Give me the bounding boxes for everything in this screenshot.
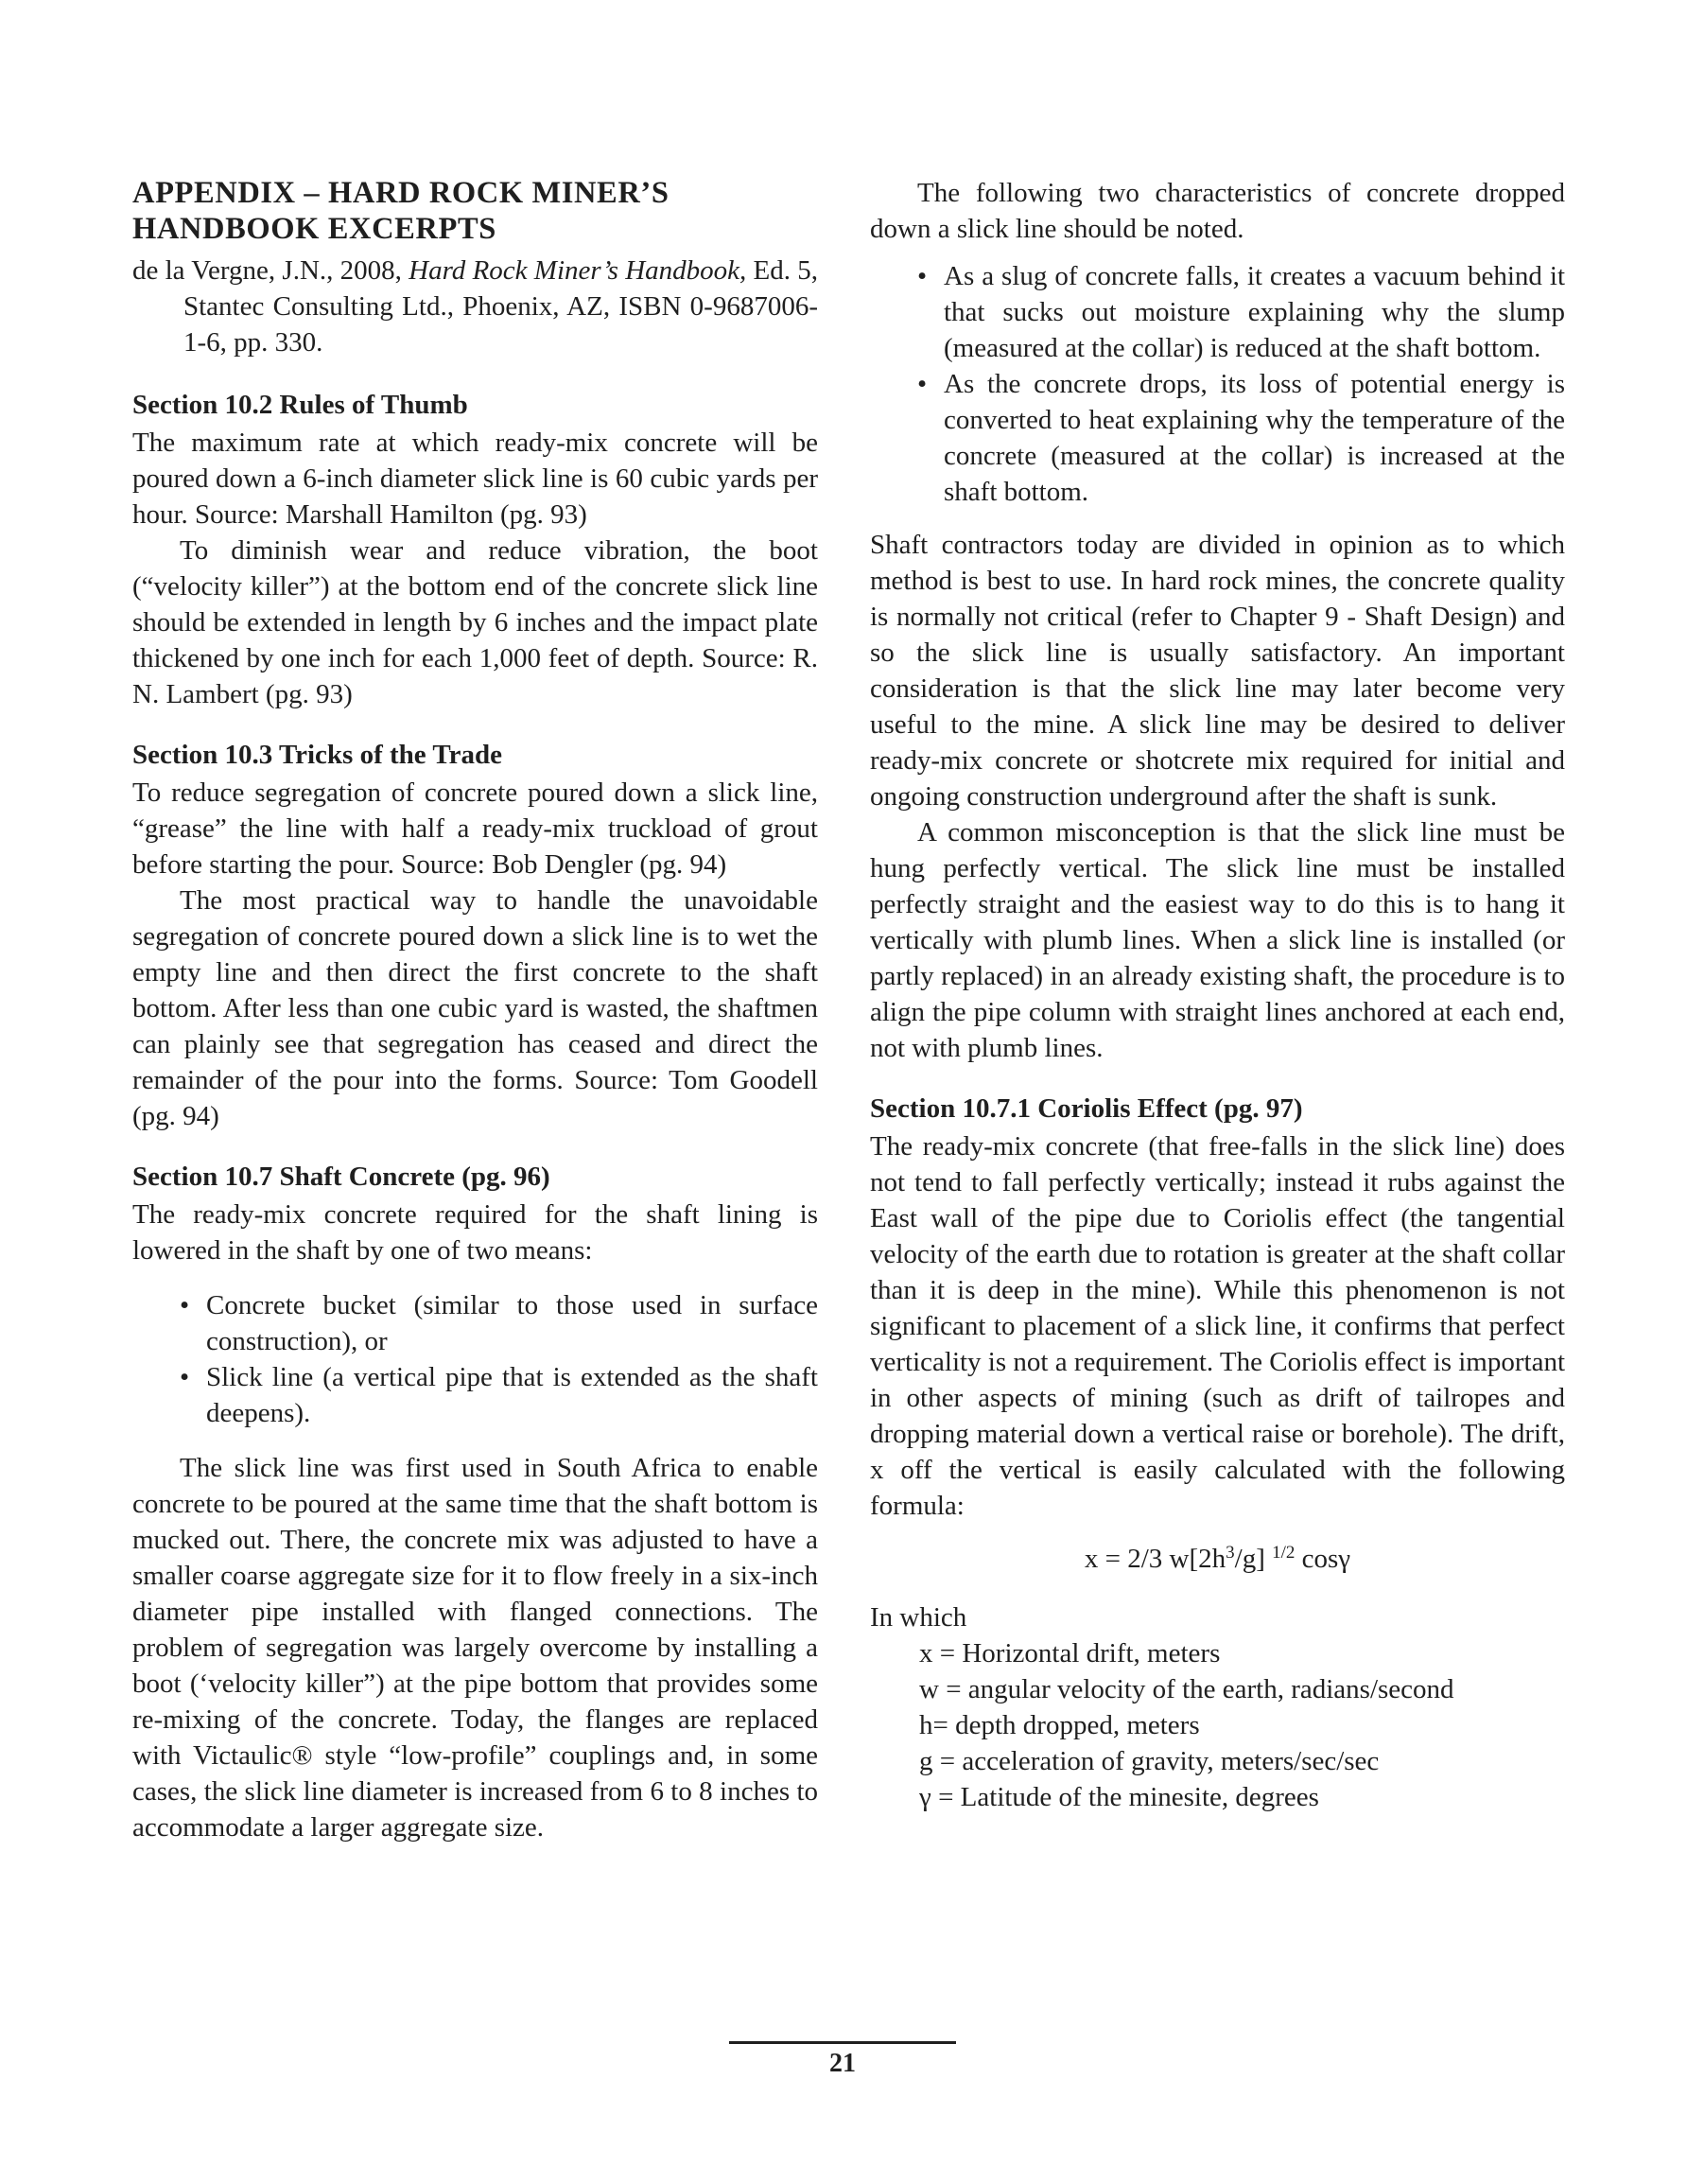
reference-book-title: Hard Rock Miner’s Handbook, [409, 255, 747, 286]
section-10-3-paragraph-2: The most practical way to handle the unavoidable segregation of concrete poured down a slick line is to wet the empty line and then direct the first concrete to the shaft bottom. After less than one cubic yard is wasted, the shaftmen can plainly see that segregation has ceased and direct the remainder of the pour into the forms. Source: Tom Goodell (pg. 94) [132, 885, 818, 1131]
bullet-icon: • [917, 261, 928, 291]
variable-definition: h= depth dropped, meters [919, 1710, 1200, 1740]
coriolis-paragraph: The ready-mix concrete (that free-falls in the slick line) does not tend to fall perfectly vertically; instead it rubs against the East wall of the pipe due to Coriolis effect (the tangential velocity of the earth due to rotation is greater at the shaft collar than it is deep in the mine). While this phenomenon is not significant to placement of a slick line, it confirms that perfect verticality is not a requirement. The Coriolis effect is important in other aspects of mining (such as drift of tailropes and dropping material down a vertical raise or borehole). The drift, x off the vertical is easily calculated with the following formula: [870, 1131, 1566, 1521]
right-column [870, 175, 1565, 1815]
page-number: 21 [829, 2049, 856, 2078]
misconception-paragraph: A common misconception is that the slick line must be hung perfectly vertical. The slick line must be installed perfectly straight and the easiest way to do this is to hang it vertically with plumb lines. When a slick line is installed (or partly replaced) in an already existing shaft, the procedure is to align the pipe column with straight lines anchored at each end, not with plumb lines. [870, 817, 1565, 1063]
left-column [132, 175, 818, 1845]
bullet-icon: • [180, 1290, 190, 1320]
variable-definition: x = Horizontal drift, meters [919, 1638, 1221, 1669]
list-item-text: Concrete bucket (similar to those used in surface construction), or [206, 1290, 818, 1356]
reference-author: de la Vergne, J.N., 2008, [132, 255, 409, 286]
list-item-text: As the concrete drops, its loss of potential energy is converted to heat explaining why the temperature of the concrete (measured at the collar) is increased at the shaft bottom. [944, 369, 1565, 507]
reference-citation [132, 253, 818, 360]
section-10-7-1-heading: Section 10.7.1 Coriolis Effect (pg. 97) [870, 1093, 1303, 1124]
section-10-7-paragraph-1: The ready-mix concrete required for the shaft lining is lowered in the shaft by one of two means: [132, 1199, 818, 1266]
list-item [870, 258, 1565, 366]
bullet-icon: • [180, 1362, 190, 1392]
drift-formula [870, 1541, 1565, 1577]
bullet-icon: • [917, 369, 928, 399]
section-10-2-paragraph-1: The maximum rate at which ready-mix concrete will be poured down a 6-inch diameter slick line is 60 cubic yards per hour. Source: Marshall Hamilton (pg. 93) [132, 428, 818, 530]
means-bullet-list [132, 1287, 818, 1431]
section-10-3-paragraph-1: To reduce segregation of concrete poured down a slick line, “grease” the line with half a ready-mix truckload of grout before starting the pour. Source: Bob Dengler (pg. 94) [132, 778, 818, 880]
variable-definition: g = acceleration of gravity, meters/sec/sec [919, 1746, 1380, 1776]
formula-part: cosγ [1295, 1544, 1351, 1574]
formula-exponent: 3 [1226, 1543, 1235, 1563]
section-10-3-heading: Section 10.3 Tricks of the Trade [132, 740, 502, 770]
variable-definition: γ = Latitude of the minesite, degrees [919, 1782, 1319, 1812]
appendix-title [132, 175, 818, 247]
section-10-7-paragraph-2: The slick line was first used in South Africa to enable concrete to be poured at the same time that the shaft bottom is mucked out. There, the concrete mix was adjusted to have a smaller coarse aggregate size for it to flow freely in a six-inch diameter pipe installed with flanged connections. The problem of segregation was largely overcome by installing a boot (‘velocity killer”) at the pipe bottom that provides some re-mixing of the concrete. Today, the flanges are replaced with Victaulic® style “low-profile” couplings and, in some cases, the slick line diameter is increased from 6 to 8 inches to accommodate a larger aggregate size. [132, 1453, 818, 1843]
list-item-text: Slick line (a vertical pipe that is extended as the shaft deepens). [206, 1362, 818, 1428]
list-item [870, 366, 1565, 510]
in-which-label: In which [870, 1602, 967, 1633]
characteristics-intro: The following two characteristics of concrete dropped down a slick line should be noted. [870, 178, 1565, 244]
section-10-2-heading: Section 10.2 Rules of Thumb [132, 390, 468, 420]
section-10-2-paragraph-2: To diminish wear and reduce vibration, the boot (“velocity killer”) at the bottom end of the concrete slick line should be extended in length by 6 inches and the impact plate thickened by one inch for each 1,000 feet of depth. Source: R. N. Lambert (pg. 93) [132, 535, 818, 709]
formula-part: /g] [1234, 1544, 1273, 1574]
formula-part: x = 2/3 w[2h [1084, 1544, 1226, 1574]
list-item [132, 1287, 818, 1359]
characteristics-bullet-list [870, 258, 1565, 510]
list-item-text: As a slug of concrete falls, it creates a vacuum behind it that sucks out moisture explaining why the slump (measured at the collar) is reduced at the shaft bottom. [944, 261, 1565, 363]
section-10-7-heading: Section 10.7 Shaft Concrete (pg. 96) [132, 1162, 550, 1192]
footer-rule [729, 2041, 956, 2044]
contractors-paragraph: Shaft contractors today are divided in opinion as to which method is best to use. In hard rock mines, the concrete quality is normally not critical (refer to Chapter 9 - Shaft Design) and so the slick line is usually satisfactory. An important consideration is that the slick line may later become very useful to the mine. A slick line may be desired to deliver ready-mix concrete or shotcrete mix required for initial and ongoing construction underground after the shaft is sunk. [870, 530, 1565, 812]
reference-details: Ed. 5, Stantec Consulting Ltd., Phoenix, AZ, ISBN 0-9687006-1-6, pp. 330. [183, 255, 818, 358]
formula-exponent: 1/2 [1272, 1543, 1296, 1563]
appendix-title-line-1: APPENDIX – HARD ROCK MINER’S [132, 176, 670, 210]
variable-definition: w = angular velocity of the earth, radians/second [919, 1674, 1454, 1704]
appendix-title-line-2: HANDBOOK EXCERPTS [132, 212, 496, 246]
list-item [132, 1359, 818, 1431]
